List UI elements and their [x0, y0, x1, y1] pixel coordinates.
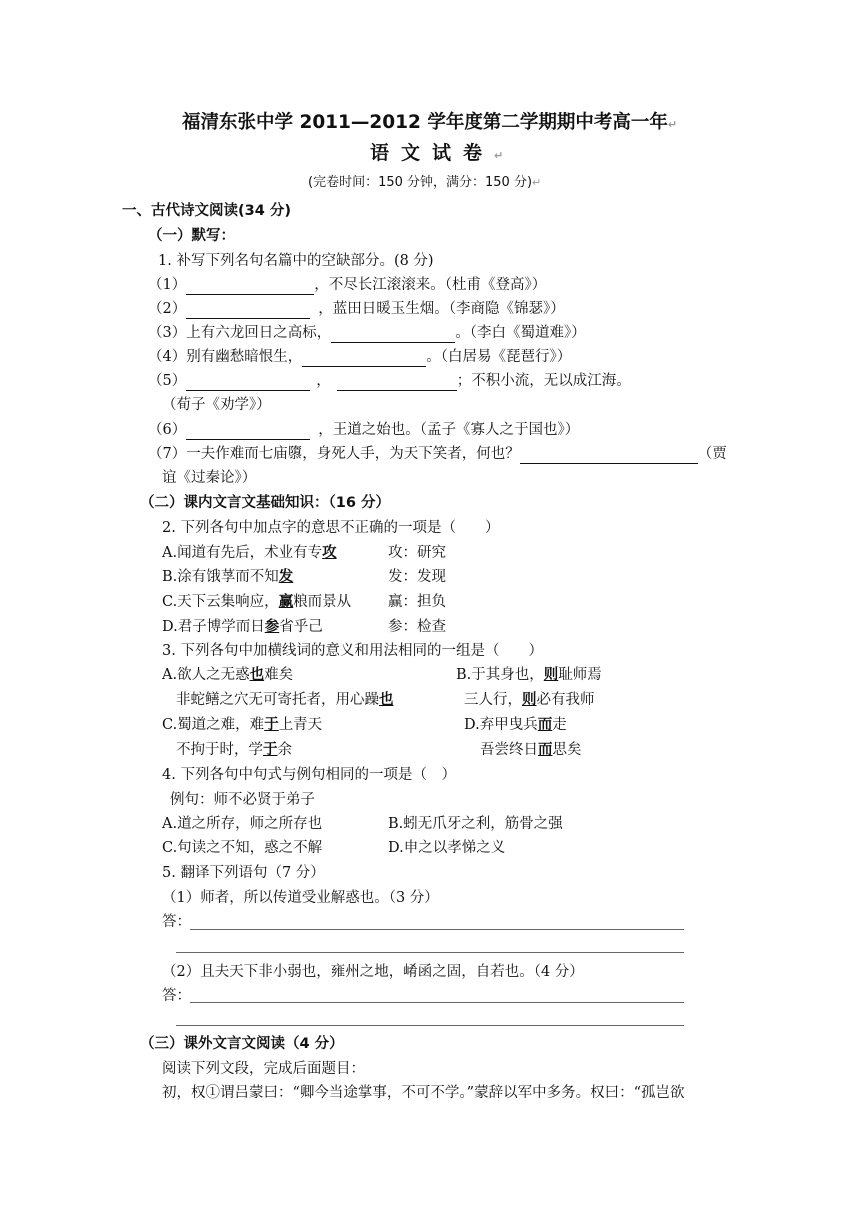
part2-heading: （二）课内文言文基础知识：（16 分） [140, 495, 390, 511]
q2-option-a-def: 攻：研究 [388, 545, 446, 561]
q4-option-d: D.申之以孝悌之义 [388, 840, 506, 856]
q4-example: 例句：师不必贤于弟子 [170, 792, 315, 808]
q5-item-2: （2）且夫天下非小弱也，雍州之地，崤函之固，自若也。（4 分） [162, 964, 584, 980]
q1-line-7: （7）一夫作难而七庙隳，身死人手，为天下笑者，何也？ （贾 [148, 446, 727, 462]
q2-option-b-def: 发：发现 [388, 569, 446, 585]
section-heading: 一、古代诗文阅读(34 分) [122, 203, 291, 219]
answer-blank[interactable] [302, 351, 426, 367]
answer-line[interactable] [190, 1002, 684, 1003]
q1-line-5-source: （荀子《劝学》） [162, 397, 271, 413]
q5-answer-label-1: 答： [162, 914, 191, 930]
answer-line[interactable] [176, 952, 684, 953]
part3-passage: 初，权①谓吕蒙曰：“卿今当途掌事，不可不学。”蒙辞以军中多务。权曰：“孤岂欲 [162, 1085, 685, 1101]
q2-option-c-def: 赢：担负 [388, 594, 446, 610]
answer-line[interactable] [190, 929, 684, 930]
q3-option-b1: B.于其身也，则耻师焉 [456, 666, 602, 683]
q2-option-b: B.涂有饿莩而不知发 [162, 568, 294, 585]
q3-option-d1: D.弃甲曳兵而走 [464, 716, 567, 733]
q1-line-1: （1） ，不尽长江滚滚来。（杜甫《登高》） [148, 277, 547, 293]
answer-blank[interactable] [186, 424, 310, 440]
q1-line-3: （3）上有六龙回日之高标， 。（李白《蜀道难》） [148, 325, 586, 341]
q2-option-d: D.君子博学而日参省乎己 [162, 618, 323, 635]
q2-option-c: C.天下云集响应，赢粮而景从 [162, 593, 352, 610]
q3-option-b2: 三人行，则必有我师 [464, 691, 595, 708]
q1-line-7-source: 谊《过秦论》） [162, 470, 257, 486]
q1-line-2: （2） ，蓝田日暖玉生烟。（李商隐《锦瑟》） [148, 301, 565, 317]
q3-intro: 3. 下列各句中加横线词的意义和用法相同的一组是（ ） [162, 643, 543, 659]
answer-blank[interactable] [520, 448, 698, 464]
q3-option-d2: 吾尝终日而思矣 [480, 741, 582, 758]
answer-blank[interactable] [331, 327, 455, 343]
part1-heading: （一）默写： [148, 228, 235, 244]
q3-option-c2: 不拘于时，学于余 [176, 741, 292, 758]
answer-blank[interactable] [337, 375, 457, 391]
q2-option-a: A.闻道有先后，术业有专攻 [162, 544, 337, 561]
part3-heading: （三）课外文言文阅读（4 分） [140, 1036, 344, 1052]
q2-intro: 2. 下列各句中加点字的意思不正确的一项是（ ） [162, 520, 500, 536]
q5-answer-label-2: 答： [162, 988, 191, 1004]
exam-title: 福清东张中学 2011—2012 学年度第二学期期中考高一年↵ [182, 112, 678, 133]
answer-blank[interactable] [186, 303, 310, 319]
q2-option-d-def: 参：检查 [388, 619, 446, 635]
q5-item-1: （1）师者，所以传道受业解惑也。（3 分） [162, 890, 439, 906]
q3-option-a1: A.欲人之无惑也难矣 [162, 666, 294, 683]
q3-option-a2: 非蛇鳝之穴无可寄托者，用心躁也 [176, 691, 394, 708]
q1-line-4: （4）别有幽愁暗恨生， 。（白居易《琵琶行》） [148, 349, 572, 365]
exam-subtitle: 语文试卷↵ [370, 142, 504, 164]
exam-meta: (完卷时间：150 分钟，满分：150 分)↵ [308, 175, 542, 190]
q4-option-a: A.道之所存，师之所存也 [162, 816, 323, 832]
q4-intro: 4. 下列各句中句式与例句相同的一项是（ ） [162, 767, 456, 783]
q1-intro: 1. 补写下列名句名篇中的空缺部分。(8 分) [158, 253, 434, 269]
answer-line[interactable] [176, 1025, 684, 1026]
q4-option-b: B.蚓无爪牙之利，筋骨之强 [388, 816, 563, 832]
q1-line-6: （6） ，王道之始也。（孟子《寡人之于国也》） [148, 422, 580, 438]
q3-option-c1: C.蜀道之难，难于上青天 [162, 716, 323, 733]
q4-option-c: C.句读之不知，惑之不解 [162, 840, 323, 856]
part3-intro: 阅读下列文段，完成后面题目： [162, 1061, 365, 1077]
answer-blank[interactable] [186, 375, 310, 391]
q1-line-5: （5） ， ；不积小流，无以成江海。 [148, 373, 631, 389]
q5-intro: 5. 翻译下列语句（7 分） [162, 865, 325, 881]
answer-blank[interactable] [186, 279, 314, 295]
